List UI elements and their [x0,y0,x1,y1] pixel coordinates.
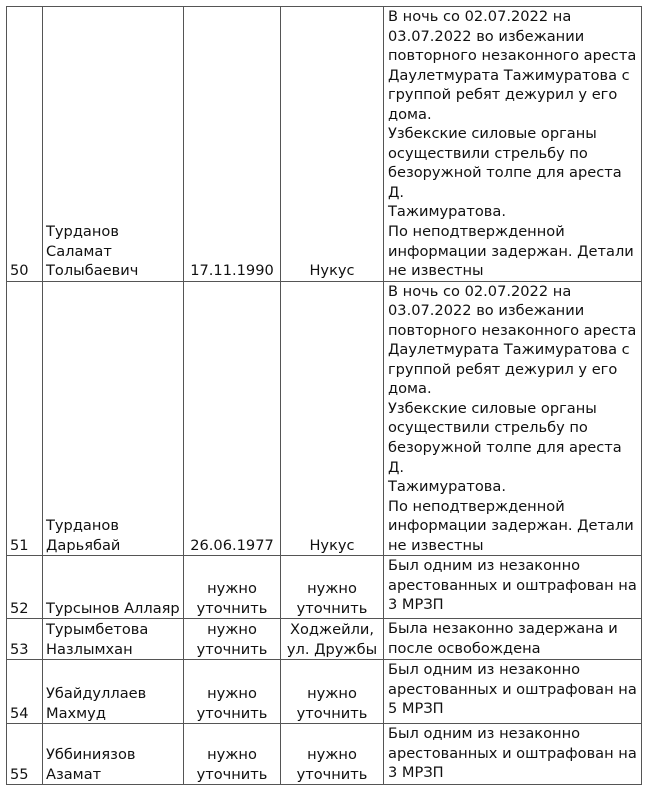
person-name: Турданов Саламат Толыбаевич [43,7,184,282]
table-row [7,724,642,785]
person-name: Уббиниязов Азамат [43,724,184,785]
place: Нукус [281,7,384,282]
place: нужно уточнить [281,724,384,785]
description: Был одним из незаконно арестованных и оштрафован на 5 МРЗП [384,660,642,724]
row-number: 53 [7,619,43,660]
table-row [7,7,642,282]
description: В ночь со 02.07.2022 на 03.07.2022 во избежании повторного незаконного ареста Даулетмурата Тажимуратова с группой ребят дежурил у его дома. Узбекские силовые органы осуществили стрельбу по безоружной толпе для ареста Д. Тажимуратова. По неподтвержденной информации задержан. Детали не известны [384,7,642,282]
person-name: Турданов Дарьябай [43,281,184,556]
birth-date: нужно уточнить [184,660,281,724]
table-row [7,619,642,660]
row-number: 54 [7,660,43,724]
row-number: 51 [7,281,43,556]
table-row [7,660,642,724]
place: нужно уточнить [281,660,384,724]
birth-date: нужно уточнить [184,724,281,785]
birth-date: нужно уточнить [184,619,281,660]
table-row [7,556,642,619]
place: нужно уточнить [281,556,384,619]
description: Был одним из незаконно арестованных и оштрафован на 3 МРЗП [384,556,642,619]
birth-date: 17.11.1990 [184,7,281,282]
description: Была незаконно задержана и после освобождена [384,619,642,660]
person-name: Турсынов Аллаяр [43,556,184,619]
person-name: Турымбетова Назлымхан [43,619,184,660]
table-row [7,281,642,556]
place: Нукус [281,281,384,556]
row-number: 50 [7,7,43,282]
place: Ходжейли, ул. Дружбы [281,619,384,660]
birth-date: 26.06.1977 [184,281,281,556]
person-name: Убайдуллаев Махмуд [43,660,184,724]
description: В ночь со 02.07.2022 на 03.07.2022 во избежании повторного незаконного ареста Даулетмурата Тажимуратова с группой ребят дежурил у его дома. Узбекские силовые органы осуществили стрельбу по безоружной толпе для ареста Д. Тажимуратова. По неподтвержденной информации задержан. Детали не известны [384,281,642,556]
detainees-table [6,6,642,785]
row-number: 52 [7,556,43,619]
birth-date: нужно уточнить [184,556,281,619]
row-number: 55 [7,724,43,785]
description: Был одним из незаконно арестованных и оштрафован на 3 МРЗП [384,724,642,785]
